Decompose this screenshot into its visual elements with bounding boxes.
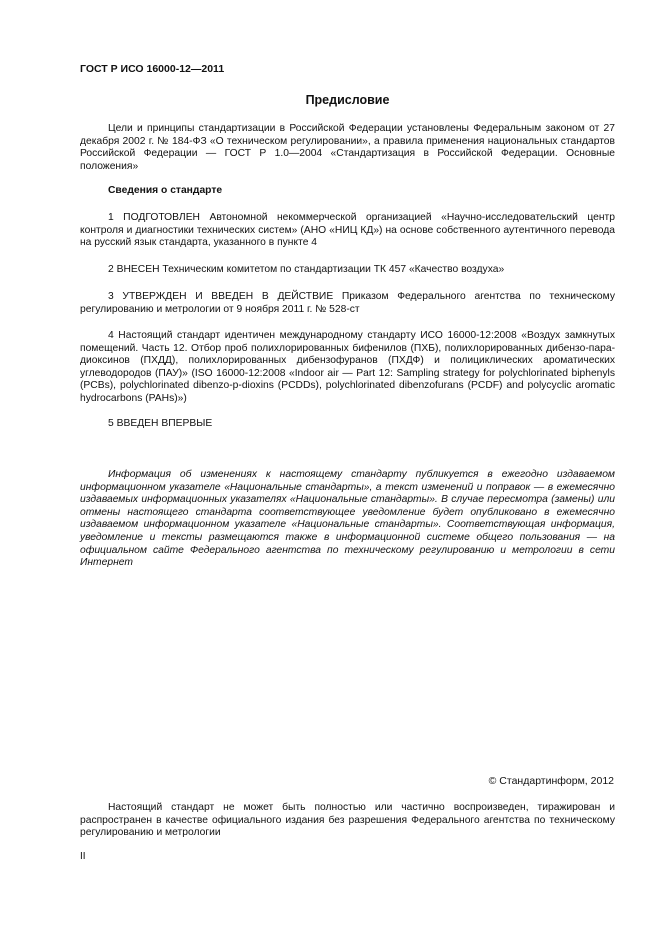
preface-intro-paragraph: Цели и принципы стандартизации в Российской Федерации установлены Федеральным законом от 27 декабря 2002 г. № 184-ФЗ «О техническом регулировании», а правила применения национальных стандартов Российской Федерации — ГОСТ Р 1.0—2004 «Стандартизация в Российской Федерации. Основные положения» bbox=[80, 123, 615, 172]
copyright-notice: © Стандартинформ, 2012 bbox=[488, 775, 614, 787]
changes-info-notice: Информация об изменениях к настоящему стандарту публикуется в ежегодно издаваемом информационном указателе «Национальные стандарты», а текст изменений и поправок — в ежемесячно издаваемых информационных указателях «Национальные стандарты». В случае пересмотра (замены) или отмены настоящего стандарта соответствующее уведомление будет опубликовано в ежемесячно издаваемом информационном указателе «Национальные стандарты». Соответствующая информация, уведомление и тексты размещаются также в информационной системе общего пользования — на официальном сайте Федерального агентства по техническому регулированию и метрологии в сети Интернет bbox=[80, 469, 615, 569]
page-number: II bbox=[80, 851, 86, 862]
preface-item-2: 2 ВНЕСЕН Техническим комитетом по стандартизации ТК 457 «Качество воздуха» bbox=[108, 264, 505, 275]
preface-item-1: 1 ПОДГОТОВЛЕН Автономной некоммерческой организацией «Научно-исследовательский центр контроля и диагностики технических систем» (АНО «НИЦ КД») на основе собственного аутентичного перевода на русский язык стандарта, указанного в пункте 4 bbox=[80, 212, 615, 249]
preface-item-3: 3 УТВЕРЖДЕН И ВВЕДЕН В ДЕЙСТВИЕ Приказом Федерального агентства по техническому регулированию и метрологии от 9 ноября 2011 г. № 528-ст bbox=[80, 291, 615, 315]
preface-item-4: 4 Настоящий стандарт идентичен международному стандарту ИСО 16000-12:2008 «Воздух замкнутых помещений. Часть 12. Отбор проб полихлорированных бифенилов (ПХБ), полихлорированных дибензо-пара-диоксинов (ПХДД), полихлорированных дибензофуранов (ПХДФ) и полициклических ароматических углеводородов (ПАУ)» (ISO 16000-12:2008 «Indoor air — Part 12: Sampling strategy for polychlorinated biphenyls (PCBs), polychlorinated dibenzo-p-dioxins (PCDDs), polychlorinated dibenzofurans (PCDF) and polycyclic aromatic hydrocarbons (PAHs)») bbox=[80, 330, 615, 404]
reproduction-notice: Настоящий стандарт не может быть полностью или частично воспроизведен, тиражирован и распространен в качестве официального издания без разрешения Федерального агентства по техническому регулированию и метрологии bbox=[80, 802, 615, 839]
preface-title: Предисловие bbox=[305, 93, 390, 107]
standard-info-heading: Сведения о стандарте bbox=[108, 185, 223, 196]
document-code-header: ГОСТ Р ИСО 16000-12—2011 bbox=[80, 63, 225, 75]
preface-item-5: 5 ВВЕДЕН ВПЕРВЫЕ bbox=[108, 418, 213, 429]
